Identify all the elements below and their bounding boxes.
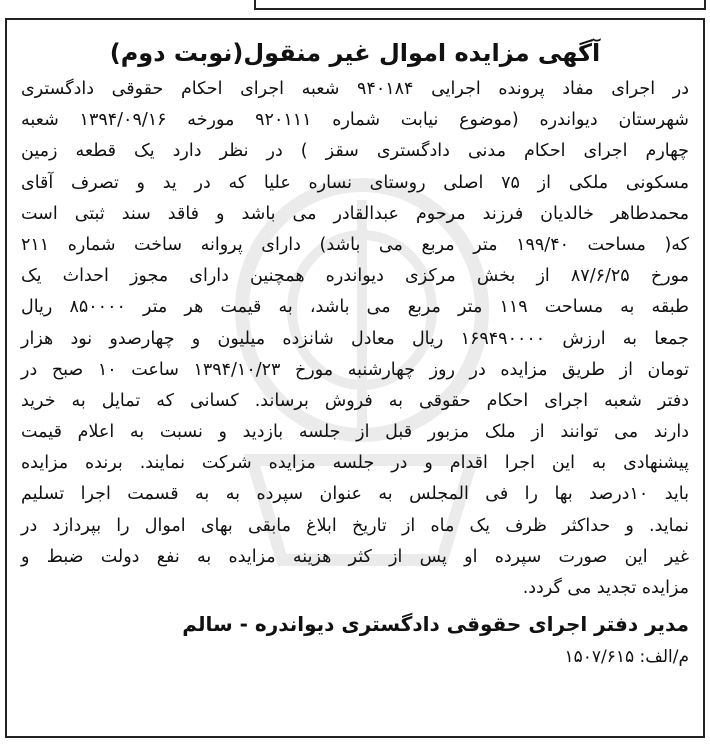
notice-frame: [5, 18, 705, 738]
notice-body-line: شهرستان دیواندره (موضوع نیابت شماره ۹۲۰۱۱۱ مورخه ۱۳۹۴/۰۹/۱۶ شعبه: [21, 110, 689, 131]
top-frame-tab: [254, 0, 706, 10]
notice-body-line: مسکونی ملکی از ۷۵ اصلی روستای نساره علیا که در ید و تصرف آقای: [21, 172, 690, 193]
notice-body-line: دارند می توانند از ملک مزبور قبل از جلسه بازدید و نسبت به اعلام قیمت: [21, 422, 689, 443]
notice-body-line: مورخ ۸۷/۶/۲۵ از بخش مرکزی دیواندره همچنین دارای مجوز احداث یک: [21, 266, 689, 287]
notice-content: [7, 20, 703, 672]
notice-body-line: چهارم اجرای احکام مدنی دادگستری سقز ) در نظر دارد یک قطعه زمین: [21, 141, 689, 162]
notice-body-line: غیر این صورت سپرده او پس از کثر هزینه مزایده به نفع دولت ضبط و: [21, 546, 689, 567]
notice-body-line: دفتر شعبه اجرای احکام حقوقی به فروش برساند. کسانی که تمایل به خرید: [21, 390, 689, 411]
notice-body-line: نماید. و حداکثر ظرف یک ماه از تاریخ ابلاغ مابقی بهای اموال را بپردازد در: [21, 515, 689, 536]
reference-number: م/الف: ۱۵۰۷/۶۱۵: [564, 647, 689, 668]
notice-body-line: جمعا به ارزش ۱۶۹۴۹۰۰۰۰ ریال معادل شانزده میلیون و چهارصدو نود هزار: [21, 328, 689, 349]
notice-body-line: در اجرای مفاد پرونده اجرایی ۹۴۰۱۸۴ شعبه اجرای احکام حقوقی دادگستری: [21, 79, 689, 99]
notice-body-line: تومان از طریق مزایده در روز چهارشنبه مورخ ۱۳۹۴/۱۰/۲۳ ساعت ۱۰ صبح در: [21, 359, 690, 380]
notice-title: آگهی مزایده اموال غیر منقول(نوبت دوم): [109, 39, 601, 67]
notice-body-line: مزایده تجدید می گردد.: [522, 578, 689, 598]
signature-line: مدیر دفتر اجرای حقوقی دادگستری دیواندره - سالم: [182, 612, 689, 637]
notice-body-line: پیشنهادی به این اجرا اقدام و در جلسه مزایده شرکت نمایند. برنده مزایده: [21, 453, 689, 474]
notice-body-line: که( مساحت ۱۹۹/۴۰ متر مربع می باشد) دارای پروانه ساخت شماره ۲۱۱: [21, 234, 689, 255]
notice-body-line: باید ۱۰درصد بها را فی المجلس به عنوان سپرده به به قسمت اجرا تسلیم: [21, 484, 689, 505]
notice-body-line: محمدطاهر خالدیان فرزند مرحوم عبدالقادر می باشد و فاقد سند ثبتی است: [21, 203, 689, 224]
notice-body-line: طبقه به مساحت ۱۱۹ متر مربع می باشد، به قیمت هر متر ۸۵۰۰۰۰ ریال: [21, 297, 689, 318]
